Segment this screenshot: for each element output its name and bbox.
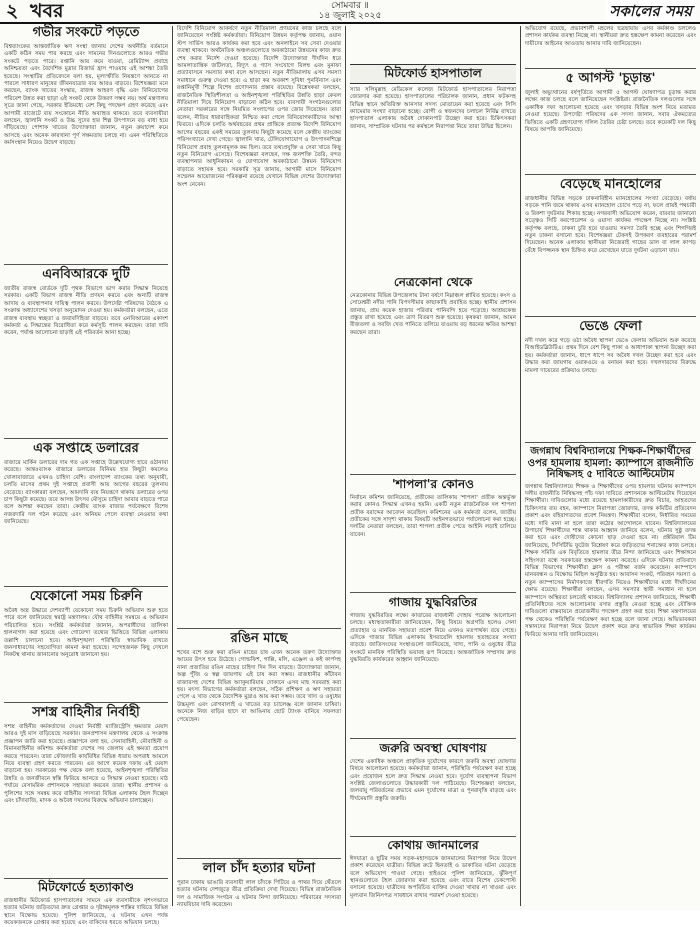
article-bhenge xyxy=(525,320,696,440)
article-divider xyxy=(525,442,696,443)
article-mitford-hospital xyxy=(350,64,516,270)
dateline-day: সোমবার ॥ xyxy=(331,1,369,11)
section-title: খবর xyxy=(30,0,64,22)
article-headline: সশস্ত্র বাহিনীর নির্বাহী xyxy=(32,705,140,720)
article-body: সশস্ত্র বাহিনীর কর্মকর্তাদের দেওয়া নির্বাহী ম্যাজিস্ট্রেসি ক্ষমতার মেয়াদ আরও দুই মাস বাড়িয়েছে সরকার। জনপ্রশাসন মন্ত্রণালয় থেকে এ সংক্রান্ত প্রজ্ঞাপন জারি করা হয়েছে। প্রজ্ঞাপনে বলা হয়, সেনাবাহিনী, নৌবাহিনী ও বিমানবাহিনীর কমিশন্ড কর্মকর্তারা দেশের সব জেলায় এই ক্ষমতা প্রয়োগ করতে পারবেন। তারা ফৌজদারি কার্যবিধির বিভিন্ন ধারায় অপরাধ আমলে নিয়ে ব্যবস্থা গ্রহণ করতে পারবেন। এর আগে কয়েক দফায় এই মেয়াদ বাড়ানো হয়। সরকারের পক্ষ থেকে বলা হয়েছে, আইনশৃঙ্খলা পরিস্থিতির উন্নতি ও জনজীবনে স্বস্তি ফিরিয়ে আনতে এ সিদ্ধান্ত নেওয়া হয়েছে। মাঠ পর্যায়ে বেসামরিক প্রশাসনকে সহায়তা করবেন তারা। স্থানীয় প্রশাসন ও পুলিশের সঙ্গে সমন্বয় করে বাহিনীর সদস্যরা বিভিন্ন এলাকায় টহল দিচ্ছেন এবং চাঁদাবাজি, মাদক ও অবৈধ দখলের বিরুদ্ধে অভিযান চালাচ্ছেন। xyxy=(4,723,168,804)
article-body: নেত্রকোনার বিভিন্ন উপজেলায় টানা বর্ষণে নিম্নাঞ্চল প্লাবিত হয়েছে। কংস ও সোমেশ্বরী নদীর পানি বিপদসীমার কাছাকাছি প্রবাহিত হচ্ছে। স্থানীয় প্রশাসন জানায়, প্রায় কয়েক হাজার পরিবার পানিবন্দি হয়ে পড়েছে। আশ্রয়কেন্দ্র প্রস্তুত রাখা হয়েছে এবং ত্রাণ বিতরণ শুরু হয়েছে। কৃষকরা জানান, আমন বীজতলা ও সবজি খেত পানিতে তলিয়ে যাওয়ায় বড় ধরনের ক্ষতির আশঙ্কা করছেন তারা। xyxy=(350,292,516,336)
article-divider xyxy=(4,586,168,587)
article-divider xyxy=(4,702,168,703)
article-divider xyxy=(4,438,168,439)
article-headline: জরুরি অবস্থা ঘোষণায় xyxy=(379,741,487,755)
article-headline: গাজায় যুদ্ধবিরতির xyxy=(388,595,478,609)
dateline-date: ১৪ জুলাই ২০২৫ xyxy=(318,11,382,21)
article-headline: এনবিআরকে দুটি xyxy=(42,267,130,282)
article-gobhir xyxy=(4,26,168,258)
article-headline: ৫ আগস্ট 'চূড়ান্ত' xyxy=(565,71,656,86)
article-dollar xyxy=(4,442,168,582)
article-netrokona xyxy=(350,276,516,471)
article-chiruni xyxy=(4,590,168,698)
article-shapla xyxy=(350,478,516,590)
article-headline: রঙিন মাছে xyxy=(230,631,288,646)
article-jagannath xyxy=(525,446,696,906)
article-five-august xyxy=(525,72,696,172)
article-mitford-hatya xyxy=(4,880,168,927)
column-3 xyxy=(350,26,516,906)
column-divider xyxy=(172,26,173,906)
article-jaruri xyxy=(350,742,516,834)
article-continued xyxy=(177,26,341,626)
article-divider xyxy=(525,68,696,69)
article-manhole xyxy=(525,178,696,313)
article-headline: মিটফোর্ড হাসপাতাল xyxy=(350,64,516,84)
article-body: পুরান ঢাকায় ভাঙারি ব্যবসায়ী লাল চাঁদকে পিটিয়ে ও পাথর দিয়ে থেঁতলে হত্যার ঘটনায় দেশজুড়ে তীব্র প্রতিক্রিয়া দেখা দিয়েছে। বিভিন্ন রাজনৈতিক দল ও সামাজিক সংগঠন এ ঘটনার নিন্দা জানিয়েছে। পরিবারের সদস্যরা ন্যায়বিচার দাবি করেছেন। xyxy=(177,879,341,909)
article-body: জগন্নাথ বিশ্ববিদ্যালয়ে শিক্ষক ও শিক্ষার্থীদের ওপর হামলার ঘটনায় ক্যাম্পাসে দলীয় রাজনীতি নিষিদ্ধসহ পাঁচ দফা দাবিতে প্রশাসনকে আল্টিমেটাম দিয়েছেন শিক্ষার্থীরা। দাবিগুলোর মধ্যে রয়েছে হামলাকারীদের দ্রুত বিচার, আহতদের চিকিৎসার ব্যয় বহন, ক্যাম্পাসে নিরাপত্তা জোরদার, তদন্ত কমিটির প্রতিবেদন প্রকাশ এবং বহিরাগতদের প্রবেশ নিয়ন্ত্রণ। শিক্ষার্থীরা বলেন, নির্ধারিত সময়ের মধ্যে দাবি মানা না হলে তারা কঠোর আন্দোলনে যাবেন। বিশ্ববিদ্যালয়ের উপাচার্য শিক্ষার্থীদের শান্ত থাকার আহ্বান জানিয়ে বলেন, ঘটনার সুষ্ঠু তদন্ত করা হবে এবং দোষীদের কোনো ছাড় দেওয়া হবে না। প্রক্টরিয়াল টিম জানিয়েছে, সিসিটিভি ফুটেজ বিশ্লেষণ করে জড়িতদের শনাক্তের কাজ চলছে। শিক্ষক সমিতি এক বিবৃতিতে হামলার তীব্র নিন্দা জানিয়েছে এবং শিক্ষাঙ্গনে সহিংসতা বন্ধে সরকারের হস্তক্ষেপ কামনা করেছে। এদিকে ঘটনার প্রতিবাদে বিভিন্ন বিভাগের শিক্ষার্থীরা ক্লাস ও পরীক্ষা বর্জন করেছেন। ক্যাম্পাসে মানববন্ধন ও বিক্ষোভ মিছিল অনুষ্ঠিত হয়। আবাসন সংকট, পরিবহন সমস্যা ও নতুন ক্যাম্পাসের নির্মাণকাজে ধীরগতি নিয়েও শিক্ষার্থীদের মধ্যে দীর্ঘদিনের ক্ষোভ রয়েছে। শিক্ষার্থীরা বলছেন, এসব সমস্যার স্থায়ী সমাধান না হলে ক্যাম্পাসে অস্থিরতা চলতেই থাকবে। বিশ্ববিদ্যালয় প্রশাসন জানিয়েছে, শিক্ষার্থী প্রতিনিধিদের সঙ্গে আলোচনায় বসার প্রস্তুতি নেওয়া হচ্ছে এবং যৌক্তিক দাবিগুলো বাস্তবায়নে প্রয়োজনীয় পদক্ষেপ গ্রহণ করা হবে। শিক্ষা মন্ত্রণালয়ের পক্ষ থেকেও পরিস্থিতি পর্যবেক্ষণ করা হচ্ছে বলে জানা গেছে। অভিভাবকরা সন্তানদের নিরাপত্তা নিয়ে উদ্বেগ প্রকাশ করে দ্রুত স্বাভাবিক শিক্ষা কার্যক্রম ফিরিয়ে আনার দাবি জানিয়েছেন। xyxy=(525,483,696,638)
article-body: জাতীয় রাজস্ব বোর্ডকে দুটি পৃথক বিভাগে ভাগ করার সিদ্ধান্ত নিয়েছে সরকার। একটি বিভাগ রাজস্ব নীতি প্রণয়ন করবে এবং অন্যটি রাজস্ব আদায় ও ব্যবস্থাপনার দায়িত্ব পালন করবে। উপদেষ্টা পরিষদের বৈঠকে এ সংক্রান্ত অধ্যাদেশের খসড়া অনুমোদন দেওয়া হয়। কর্মকর্তারা বলছেন, এতে রাজস্ব ব্যবস্থায় স্বচ্ছতা ও জবাবদিহিতা বাড়বে। তবে এনবিআরের একাংশ কর্মকর্তা এ সিদ্ধান্তের বিরোধিতা করে কর্মসূচি পালন করছেন। তারা দাবি করেন, পর্যাপ্ত আলোচনা ছাড়াই এই পরিবর্তন আনা হচ্ছে। xyxy=(4,285,168,337)
article-headline: 'শাপলা'র কোনও xyxy=(391,477,474,491)
article-headline: ভেঙে ফেলা xyxy=(579,319,642,334)
article-headline: গভীর সংকটে পড়তে xyxy=(32,25,140,40)
article-headline: এক সপ্তাহে ডলারের xyxy=(33,441,139,456)
article-headline: যেকোনো সময় চিরুনি xyxy=(29,589,143,604)
article-sashastra xyxy=(4,706,168,876)
article-body: স্যার সলিমুল্লাহ মেডিকেল কলেজ মিটফোর্ড হাসপাতালের নিরাপত্তা জোরদার করা হয়েছে। হাসপাতালের পরিচালক জানান, প্রধান ফটকসহ বিভিন্ন স্থানে অতিরিক্ত আনসার সদস্য মোতায়েন করা হয়েছে এবং সিসি ক্যামেরার সংখ্যা বাড়ানো হচ্ছে। রোগী ও স্বজনদের চলাচল নির্বিঘ্ন রাখতে হাসপাতাল এলাকায় অবৈধ দোকানপাট উচ্ছেদ করা হবে। চিকিৎসকরা জানান, সাম্প্রতিক ঘটনার পর কর্মস্থলে নিরাপত্তা নিয়ে তারা উদ্বিগ্ন ছিলেন। xyxy=(350,86,516,130)
article-divider xyxy=(4,878,168,879)
article-body: বাজারে মার্কিন ডলারের দাম গত এক সপ্তাহে উল্লেখযোগ্য হারে ওঠানামা করেছে। আন্তঃব্যাংক বাজারে ডলারের বিনিময় হার কিছুটা কমলেও খোলাবাজারে এখনও চাহিদা বেশি। বাংলাদেশ ব্যাংকের তথ্য অনুযায়ী, চলতি মাসের প্রথম দুই সপ্তাহে প্রবাসী আয় আগের বছরের তুলনায় বেড়েছে। ব্যাংকাররা বলছেন, আমদানি ব্যয় নিয়ন্ত্রণে থাকায় ডলারের ওপর চাপ কিছুটা কমেছে। তবে আসন্ন উৎসব মৌসুমে চাহিদা আবার বাড়তে পারে বলে আশঙ্কা করছেন তারা। কেন্দ্রীয় ব্যাংক বাজার পর্যবেক্ষণে বিশেষ নজরদারি দল গঠন করেছে এবং অনিয়ম পেলে ব্যবস্থা নেওয়ার কথা জানিয়েছে। xyxy=(4,459,168,526)
article-body: অভিযোগ রয়েছে, প্রভাবশালী মহলের ছত্রছায়ায় এসব কর্মকাণ্ড চললেও প্রশাসন কার্যকর ব্যবস্থা নিচ্ছে না। স্থানীয়রা দ্রুত হস্তক্ষেপ কামনা করেছেন এবং দায়ীদের আইনের আওতায় আনার দাবি জানিয়েছেন। xyxy=(525,26,696,47)
column-1 xyxy=(4,25,168,927)
article-divider xyxy=(350,592,516,593)
article-divider xyxy=(350,474,516,475)
article-gaza xyxy=(350,596,516,736)
article-lal-chand xyxy=(177,861,341,909)
article-headline: বেড়েছে মানহোলের xyxy=(559,177,662,192)
article-divider xyxy=(525,316,696,317)
article-divider xyxy=(177,858,341,859)
article-nbr xyxy=(4,268,168,433)
article-kothay xyxy=(350,839,516,906)
column-2 xyxy=(177,26,341,909)
article-headline: লাল চাঁদ হত্যার ঘটনা xyxy=(202,861,316,876)
article-right-top xyxy=(525,26,696,66)
article-body: নদী দখল করে গড়ে ওঠা অবৈধ স্থাপনা ভেঙে ফেলার অভিযান শুরু করেছে বিআইডব্লিউটিএ। প্রথম দিনে বেশ কিছু পাকা ও আধাপাকা স্থাপনা উচ্ছেদ করা হয়। কর্মকর্তারা জানান, ধাপে ধাপে সব অবৈধ দখল উচ্ছেদ করা হবে এবং উদ্ধার করা জায়গায় ওয়াকওয়ে ও বনায়ন করা হবে। দখলদারদের বিরুদ্ধে মামলা দায়েরের প্রক্রিয়াও চলছে। xyxy=(525,337,696,374)
column-divider xyxy=(520,26,521,906)
article-body: নির্বাচন কমিশন জানিয়েছে, প্রতীকের তালিকায় 'শাপলা' প্রতীক অন্তর্ভুক্ত করার কোনও সিদ্ধান্ত এখনও হয়নি। একটি নতুন রাজনৈতিক দল শাপলা প্রতীক বরাদ্দের আবেদন করেছিল। কমিশনের এক কর্মকর্তা বলেন, জাতীয় প্রতীকের সঙ্গে সাদৃশ্য থাকায় বিষয়টি আইনগতভাবে পর্যালোচনা করা হচ্ছে। দলটির নেতারা বলছেন, তারা শাপলা প্রতীক পেতে আইনি লড়াই চালিয়ে যাবেন। xyxy=(350,494,516,538)
article-divider xyxy=(350,738,516,739)
article-body: রাজধানীর মিটফোর্ড হাসপাতালের সামনে এক ব্যবসায়ীকে নৃশংসভাবে হত্যার ঘটনায় জড়িতদের দ্রুত গ্রেপ্তার ও দৃষ্টান্তমূলক শাস্তির দাবিতে বিভিন্ন স্থানে বিক্ষোভ হয়েছে। পুলিশ জানিয়েছে, এ ঘটনায় এখন পর্যন্ত কয়েকজনকে গ্রেপ্তার করা হয়েছে এবং বাকিদের ধরতে অভিযান চলছে। xyxy=(4,897,168,927)
article-body: বিশ্বব্যাংকের আন্তর্জাতিক ঋণ সংস্থা জানায় দেশের অর্থনীতি বর্তমানে একটি কঠিন সময় পার করছে এবং সামনের দিনগুলোতে আরও গভীর সংকটে পড়তে পারে। রপ্তানি আয় কমে যাওয়া, রেমিট্যান্স প্রবাহে অনিশ্চয়তা এবং বৈদেশিক মুদ্রার রিজার্ভ হ্রাস পাওয়ায় এই আশঙ্কা তৈরি হয়েছে। সংস্থাটির প্রতিবেদনে বলা হয়, মূল্যস্ফীতি নিয়ন্ত্রণে আনতে না পারলে সাধারণ মানুষের জীবনযাত্রার ব্যয় আরও বাড়বে। বিশেষজ্ঞরা মনে করছেন, ব্যাংক খাতের সংস্কার, রাজস্ব আহরণ বৃদ্ধি এবং বিনিয়োগের পরিবেশ উন্নত করা ছাড়া এই সংকট থেকে উত্তরণ সম্ভব নয়। অর্থ মন্ত্রণালয় সূত্রে জানা গেছে, সরকার ইতিমধ্যে বেশ কিছু পদক্ষেপ গ্রহণ করেছে এবং আগামী বাজেটে ব্যয় সংকোচন নীতি অব্যাহত থাকবে। তবে ব্যবসায়ীরা বলছেন, জ্বালানি সংকট ও উচ্চ সুদের হার শিল্প উৎপাদনে বড় বাধা হয়ে দাঁড়িয়েছে। পোশাক খাতের উদ্যোক্তারা জানান, নতুন ক্রয়াদেশ কমে আসছে এবং অনেক কারখানা পূর্ণ সক্ষমতায় চলছে না। এমন পরিস্থিতিতে কর্মসংস্থান নিয়েও উদ্বেগ বাড়ছে। xyxy=(4,43,168,147)
article-divider xyxy=(525,174,696,175)
dateline xyxy=(300,1,400,21)
article-body: শখের বশে শুরু করা রঙিন মাছের চাষ এখন অনেক তরুণ উদ্যোক্তার আয়ের উৎস হয়ে উঠেছে। গোল্ডফিশ, গাপ্পি, মলি, এঞ্জেল ও কই কার্পসহ নানা প্রজাতির রঙিন মাছের চাহিদা দিন দিন বাড়ছে। উদ্যোক্তারা জানান, অল্প পুঁজি ও স্বল্প জায়গায় এই চাষ করা সম্ভব। রাজধানীর কাঁটাবন বাজারসহ দেশের বিভিন্ন অ্যাকুয়ারিয়াম দোকানে এসব মাছ সরবরাহ করা হয়। মৎস্য বিভাগের কর্মকর্তারা বলছেন, সঠিক প্রশিক্ষণ ও ঋণ সহায়তা পেলে এ খাত থেকে বৈদেশিক মুদ্রাও আয় করা সম্ভব। তবে খাদ্য ও ওষুধের উচ্চমূল্য এবং রোগবালাই এ খাতের বড় চ্যালেঞ্জ বলে জানান চাষিরা। অনেকে নিজ বাড়ির ছাদে বা আঙিনায় ছোট ট্যাংক বানিয়ে সফলতা পেয়েছেন। xyxy=(177,649,341,723)
article-body: বিদেশি বিনিয়োগ আকর্ষণে নতুন নীতিমালা প্রণয়নের কাজ চলছে বলে জানিয়েছেন সংশ্লিষ্ট কর্মকর্তারা। বিনিয়োগ উন্নয়ন কর্তৃপক্ষ জানায়, ওয়ান স্টপ সার্ভিস আরও কার্যকর করা হবে এবং অনলাইনে সব সেবা দেওয়ার ব্যবস্থা থাকবে। অর্থনৈতিক অঞ্চলগুলোতে অবকাঠামো উন্নয়নের কাজ দ্রুত শেষ করার নির্দেশ দেওয়া হয়েছে। বিদেশি উদ্যোক্তারা দীর্ঘদিন ধরে আমলাতান্ত্রিক জটিলতা, বিদ্যুৎ ও গ্যাস সংযোগে বিলম্ব এবং মুনাফা প্রত্যাবাসনে সমস্যার কথা বলে আসছেন। নতুন নীতিমালায় এসব সমস্যা সমাধানে গুরুত্ব দেওয়া হবে। এ ছাড়া কর অবকাশ সুবিধা পুনর্বিন্যাস এবং রপ্তানিমুখী শিল্পে বিশেষ প্রণোদনার প্রস্তাব রয়েছে। বিশ্লেষকরা বলছেন, রাজনৈতিক স্থিতিশীলতা ও আইনশৃঙ্খলা পরিস্থিতির উন্নতি ছাড়া কেবল নীতিমালা দিয়ে বিনিয়োগ বাড়ানো কঠিন হবে। ব্যবসায়ী সংগঠনগুলোর নেতারা সরকারের সঙ্গে নিয়মিত সংলাপের ওপর জোর দিয়েছেন। তারা বলেন, নীতির ধারাবাহিকতা নিশ্চিত করা গেলে বিনিয়োগকারীদের আস্থা ফিরবে। এদিকে চলতি অর্থবছরের প্রথম প্রান্তিকে প্রত্যক্ষ বিদেশি বিনিয়োগ আগের বছরের একই সময়ের তুলনায় কিছুটা কমেছে বলে কেন্দ্রীয় ব্যাংকের পরিসংখ্যানে দেখা গেছে। জ্বালানি খাত, টেলিযোগাযোগ ও উৎপাদনশিল্পে বিনিয়োগ প্রবাহ তুলনামূলক কম ছিল। তবে তথ্যপ্রযুক্তি ও সেবা খাতে কিছু নতুন বিনিয়োগ এসেছে। বিশেষজ্ঞরা বলছেন, দক্ষ জনশক্তি তৈরি, বন্দর ব্যবস্থাপনার আধুনিকায়ন ও যোগাযোগ অবকাঠামো উন্নয়ন বিনিয়োগ বাড়াতে সহায়ক হবে। সরকারি সূত্র জানায়, আগামী মাসে বিনিয়োগ সম্মেলন আয়োজনের পরিকল্পনা রয়েছে যেখানে বিভিন্ন দেশের উদ্যোক্তারা অংশ নেবেন। xyxy=(177,26,341,188)
article-headline: কোথায় জানমালের xyxy=(387,838,479,852)
article-headline: নেত্রকোনা থেকে xyxy=(393,275,473,289)
article-headline: জগন্নাথ বিশ্ববিদ্যালয়ে শিক্ষক-শিক্ষার্থীদের ওপর হামলায় হামলা: ক্যাম্পাসে রাজনীতি নিষিদ্ধসহ ৫ দাবিতে আল্টিমেটাম xyxy=(527,446,694,480)
masthead xyxy=(0,0,700,24)
article-divider xyxy=(4,264,168,265)
article-body: জুলাই অভ্যুত্থানের বর্ষপূর্তিতে আগামী ৫ আগস্ট ঘোষণাপত্র চূড়ান্ত করার লক্ষ্যে কাজ চলছে বলে জানিয়েছেন সংশ্লিষ্টরা। রাজনৈতিক দলগুলোর সঙ্গে একাধিক দফা আলোচনা হয়েছে এবং খসড়ার বিভিন্ন অংশ নিয়ে মতামত নেওয়া হয়েছে। উপদেষ্টা পরিষদের এক সদস্য জানান, সবার ঐকমত্যের ভিত্তিতে একটি গ্রহণযোগ্য দলিল তৈরির চেষ্টা চলছে। তবে কয়েকটি দল কিছু বিষয়ে আপত্তি জানিয়েছে। xyxy=(525,89,696,133)
article-body: গাজায় যুদ্ধবিরতির লক্ষ্যে কাতারের রাজধানী দোহায় পরোক্ষ আলোচনা চলছে। মধ্যস্থতাকারীরা জানিয়েছেন, কিছু বিষয়ে অগ্রগতি হলেও সেনা প্রত্যাহার ও মানবিক সহায়তা প্রবেশ নিয়ে এখনও মতপার্থক্য রয়ে গেছে। এদিকে গাজার বিভিন্ন এলাকায় ইসরায়েলি হামলায় হতাহতের সংখ্যা বাড়ছে। জাতিসংঘের সংস্থাগুলো জানিয়েছে, খাদ্য, পানি ও ওষুধের তীব্র সংকটে মানবিক পরিস্থিতি ভয়াবহ রূপ নিয়েছে। আন্তর্জাতিক সম্প্রদায় দ্রুত যুদ্ধবিরতি কার্যকরের আহ্বান জানিয়েছে। xyxy=(350,612,516,664)
article-body: ঈদযাত্রা ও ছুটির সময় সড়ক-মহাসড়কে জানমালের নিরাপত্তা নিয়ে উদ্বেগ প্রকাশ করেছেন যাত্রীরা। বিভিন্ন রুটে ছিনতাই ও ডাকাতির ঘটনা বেড়েছে বলে অভিযোগ পাওয়া গেছে। হাইওয়ে পুলিশ জানিয়েছে, ঝুঁকিপূর্ণ স্থানগুলোতে টহল জোরদার করা হয়েছে এবং রাতে বিশেষ চেকপোস্ট বসানো হয়েছে। যাত্রীদের অপরিচিত ব্যক্তির দেওয়া খাবার না খাওয়া এবং মূল্যবান জিনিসপত্র সাবধানে রাখার পরামর্শ দেওয়া হয়েছে। xyxy=(350,855,516,899)
page-number: ২ xyxy=(6,0,19,22)
article-body: রাজধানীর বিভিন্ন সড়কে ঢাকনাবিহীন ম্যানহোলের সংখ্যা বেড়েছে। বর্ষায় সড়কে পানি জমে থাকায় এসব ম্যানহোল চোখে পড়ে না, ফলে প্রায়ই পথচারী ও রিকশা দুর্ঘটনার শিকার হচ্ছে। নগরবাসী অভিযোগ করেন, বারবার জানানো সত্ত্বেও সিটি করপোরেশন ও ওয়াসা কার্যকর পদক্ষেপ নিচ্ছে না। সংশ্লিষ্ট কর্তৃপক্ষ বলছে, ঢাকনা চুরি হয়ে যাওয়ায় সমস্যা তৈরি হচ্ছে এবং শিগগিরই নতুন ঢাকনা বসানো হবে। বিশেষজ্ঞরা টেকসই উপকরণ ব্যবহারের পরামর্শ দিয়েছেন। অনেক এলাকায় স্থানীয়রা নিজেরাই গাছের ডাল বা লাল কাপড় বেঁধে বিপজ্জনক স্থান চিহ্নিত করে রেখেছেন যাতে দুর্ঘটনা এড়ানো যায়। xyxy=(525,195,696,254)
article-body: দেশের একাধিক অঞ্চলে প্রাকৃতিক দুর্যোগের কারণে জরুরি অবস্থা ঘোষণার বিষয়ে আলোচনা হয়েছে। কর্মকর্তারা জানান, পরিস্থিতি পর্যবেক্ষণ করা হচ্ছে এবং প্রয়োজন হলে দ্রুত সিদ্ধান্ত নেওয়া হবে। দুর্যোগ ব্যবস্থাপনা বিভাগ সংশ্লিষ্ট জেলাগুলোতে উদ্ধারকারী দল পাঠিয়েছে। বিশেষজ্ঞরা বলছেন, জলবায়ু পরিবর্তনের প্রভাবে এমন দুর্যোগের মাত্রা ও পুনরাবৃত্তি বাড়ছে এবং দীর্ঘমেয়াদি প্রস্তুতি জরুরি। xyxy=(350,758,516,802)
newspaper-brand-logo: সকালের সময় xyxy=(605,0,696,22)
column-4 xyxy=(525,26,696,906)
article-divider xyxy=(350,836,516,837)
article-body: অবৈধ অস্ত্র উদ্ধারে দেশব্যাপী যেকোনো সময় চিরুনি অভিযান শুরু হতে পারে বলে জানিয়েছে স্বরাষ্ট্র মন্ত্রণালয়। যৌথ বাহিনীর সমন্বয়ে এ অভিযান পরিচালিত হবে। সংশ্লিষ্ট কর্মকর্তারা জানান, অপরাধীদের তালিকা হালনাগাদ করা হয়েছে এবং গোয়েন্দা তথ্যের ভিত্তিতে বিভিন্ন এলাকায় তল্লাশি চালানো হবে। আইনশৃঙ্খলা পরিস্থিতি স্বাভাবিক রাখতে জনসাধারণের সহযোগিতা কামনা করা হয়েছে। সন্দেহজনক কিছু দেখলে নিকটস্থ থানায় জানানোর অনুরোধ জানানো হয়। xyxy=(4,607,168,659)
article-divider xyxy=(177,628,341,629)
article-rangin xyxy=(177,632,341,854)
article-headline: মিটফোর্ডে হত্যাকাণ্ড xyxy=(38,880,134,894)
column-divider xyxy=(345,26,346,906)
